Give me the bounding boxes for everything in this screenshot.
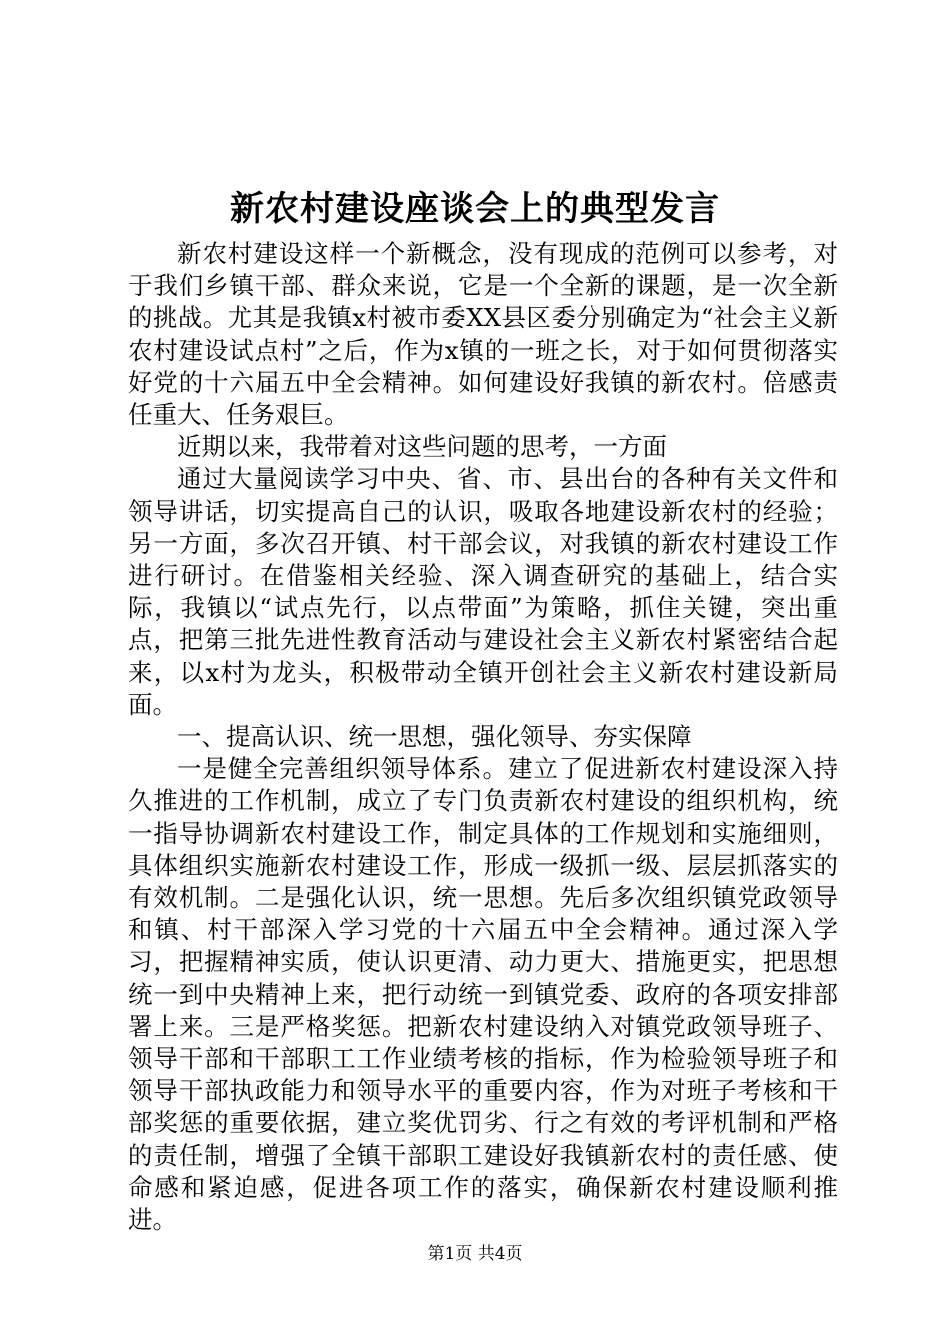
paragraph: 一是健全完善组织领导体系。建立了促进新农村建设深入持久推进的工作机制，成立了专门负责新农村建设的组织机构，统一指导协调新农村建设工作，制定具体的工作规划和实施细则，具体组织实施新农村建设工作，形成一级抓一级、层层抓落实的有效机制。二是强化认识，统一思想。先后多次组织镇党政领导和镇、村干部深入学习党的十六届五中全会精神。通过深入学习，把握精神实质，使认识更清、动力更大、措施更实，把思想统一到中央精神上来，把行动统一到镇党委、政府的各项安排部署上来。三是严格奖惩。把新农村建设纳入对镇党政领导班子、领导干部和干部职工工作业绩考核的指标，作为检验领导班子和领导干部执政能力和领导水平的重要内容，作为对班子考核和干部奖惩的重要依据，建立奖优罚劣、行之有效的考评机制和严格的责任制，增强了全镇干部职工建设好我镇新农村的责任感、使命感和紧迫感，促进各项工作的落实，确保新农村建设顺利推进。 bbox=[128, 754, 838, 1235]
page-number-footer: 第1页 共4页 bbox=[427, 1244, 523, 1264]
paragraph: 近期以来，我带着对这些问题的思考，一方面 bbox=[177, 432, 667, 462]
document-title: 新农村建设座谈会上的典型发言 bbox=[230, 189, 720, 229]
paragraph: 通过大量阅读学习中央、省、市、县出台的各种有关文件和领导讲话，切实提高自己的认识，吸取各地建设新农村的经验；另一方面，多次召开镇、村干部会议，对我镇的新农村建设工作进行研讨。在借鉴相关经验、深入调查研究的基础上，结合实际，我镇以“试点先行，以点带面”为策略，抓住关键，突出重点，把第三批先进性教育活动与建设社会主义新农村紧密结合起来，以x村为龙头，积极带动全镇开创社会主义新农村建设新局面。 bbox=[128, 464, 838, 719]
document-body bbox=[128, 238, 838, 1236]
section-heading: 一、提高认识、统一思想，强化领导、夯实保障 bbox=[177, 722, 692, 752]
paragraph: 新农村建设这样一个新概念，没有现成的范例可以参考，对于我们乡镇干部、群众来说，它是一个全新的课题，是一次全新的挑战。尤其是我镇x村被市委XX县区委分别确定为“社会主义新农村建设试点村”之后，作为x镇的一班之长，对于如何贯彻落实好党的十六届五中全会精神。如何建设好我镇的新农村。倍感责任重大、任务艰巨。 bbox=[128, 239, 838, 430]
